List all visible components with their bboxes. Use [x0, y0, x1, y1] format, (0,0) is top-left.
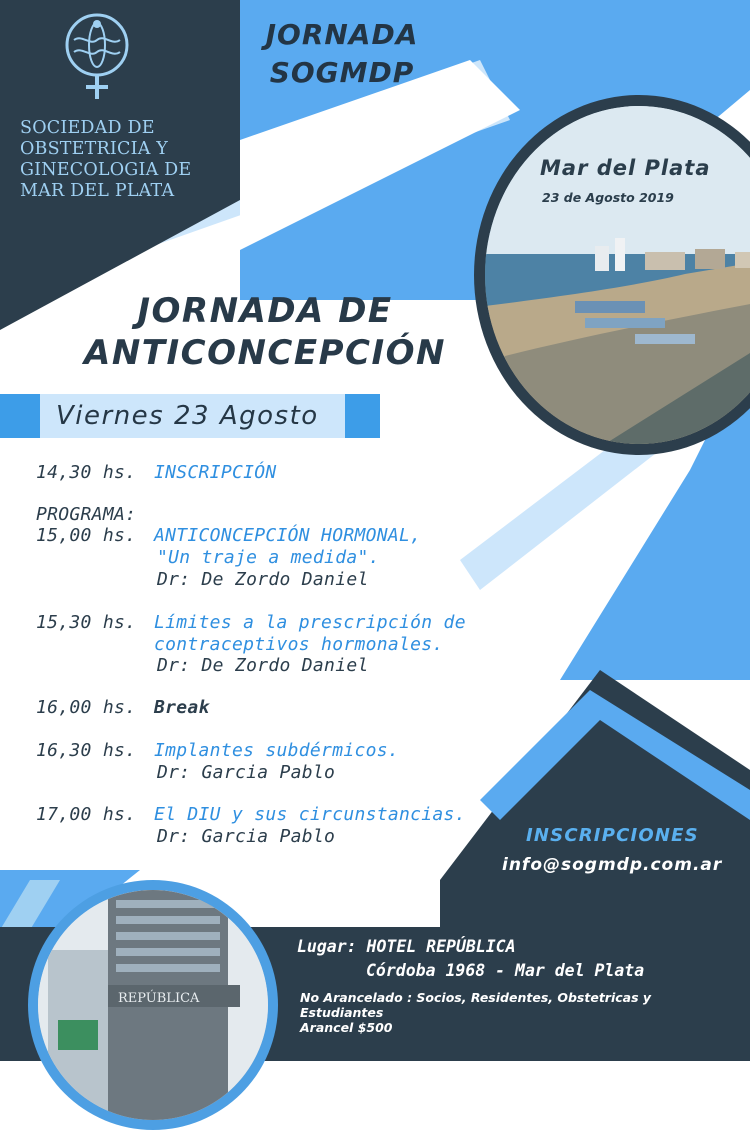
program-item-time: 16,00 hs.: [36, 697, 137, 718]
inscriptions-title: INSCRIPCIONES: [526, 825, 699, 846]
program-item-speaker: Dr: Garcia Pablo: [157, 762, 336, 783]
fees-info: No Arancelado : Socios, Residentes, Obstetricas y Estudiantes Arancel $500: [300, 990, 652, 1035]
program-heading: PROGRAMA:: [36, 504, 137, 525]
hotel-sign: REPÚBLICA: [118, 991, 200, 1006]
inscriptions-email[interactable]: info@sogmdp.com.ar: [502, 855, 723, 875]
registration-label: INSCRIPCIÓN: [154, 462, 277, 483]
program-item-time: 16,30 hs.: [36, 740, 137, 761]
venus-logo-icon: [62, 10, 132, 110]
venue-name: Lugar: HOTEL REPÚBLICA: [297, 937, 516, 956]
program-item-title: Límites a la prescripción de: [154, 612, 466, 633]
photo-city-title: Mar del Plata: [540, 156, 711, 180]
program-item-subtitle: "Un traje a medida".: [157, 547, 380, 568]
program-item-speaker: Dr: Garcia Pablo: [157, 826, 336, 847]
photo-event-date: 23 de Agosto 2019: [542, 190, 674, 205]
hotel-building-illustration: [38, 890, 268, 1120]
organization-name: SOCIEDAD DE OBSTETRICIA Y GINECOLOGIA DE MAR DEL PLATA: [20, 118, 192, 201]
program-item-time: 15,00 hs.: [36, 525, 137, 546]
hotel-photo: [38, 890, 268, 1120]
program-item-title: ANTICONCEPCIÓN HORMONAL,: [154, 525, 422, 546]
jornada-sogmdp-title: JORNADA SOGMDP: [265, 18, 419, 89]
program-item-time: 17,00 hs.: [36, 804, 137, 825]
program-item-title: El DIU y sus circunstancias.: [154, 804, 466, 825]
registration-time: 14,30 hs.: [36, 462, 137, 483]
venue-address: Córdoba 1968 - Mar del Plata: [366, 961, 645, 980]
program-item-speaker: Dr: De Zordo Daniel: [157, 655, 369, 676]
program-item-speaker: Dr: De Zordo Daniel: [157, 569, 369, 590]
program-item-subtitle: contraceptivos hormonales.: [154, 634, 444, 655]
program-item-time: 15,30 hs.: [36, 612, 137, 633]
program-item-title: Implantes subdérmicos.: [154, 740, 400, 761]
event-title: JORNADA DE ANTICONCEPCIÓN: [84, 291, 446, 373]
event-day: Viernes 23 Agosto: [56, 401, 319, 431]
program-item-title: Break: [154, 697, 210, 718]
